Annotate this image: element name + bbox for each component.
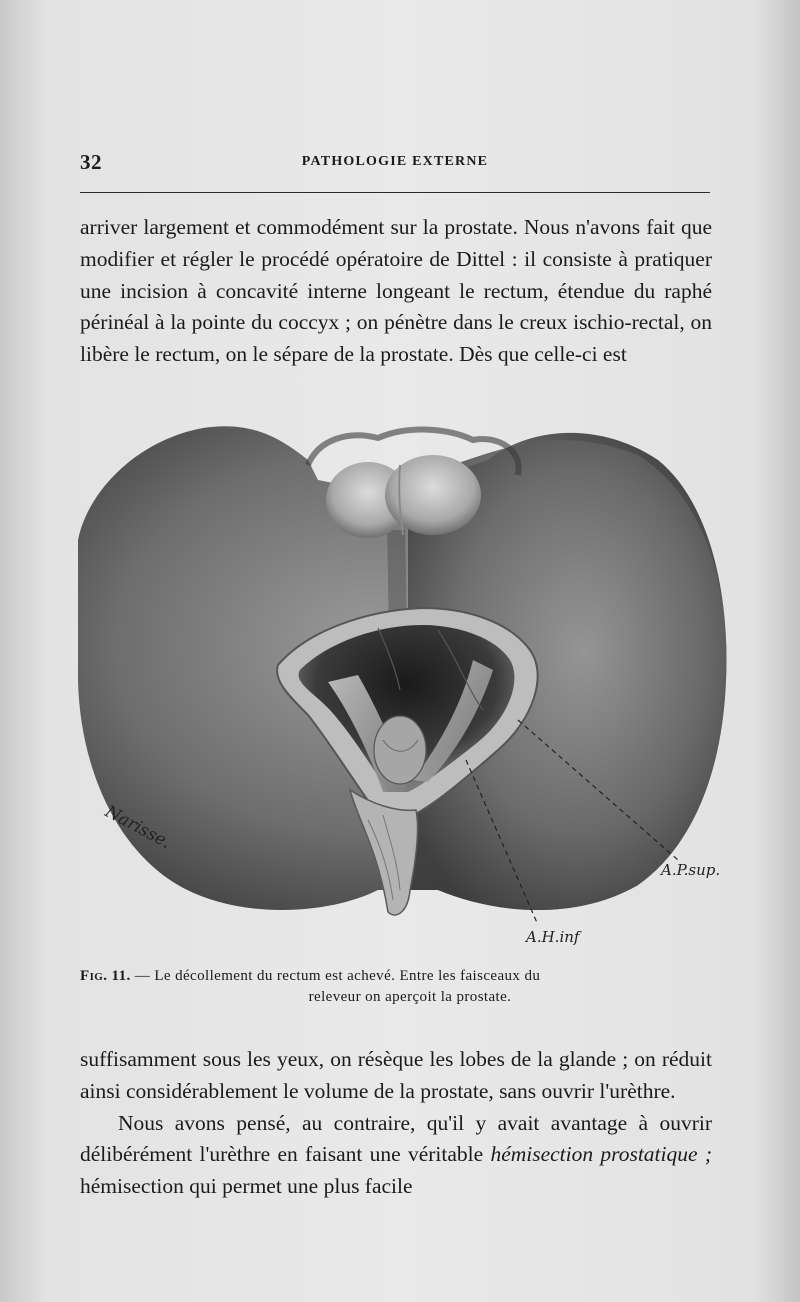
figure-illustration	[78, 420, 728, 950]
figure-number: Fig. 11.	[80, 968, 131, 984]
bottom-paragraph-2-italic: hémisection prostatique ;	[490, 1142, 712, 1167]
bottom-paragraph-2-start: Nous avons pensé, au contraire, qu'il y avait avantage à ouvrir délibérément l'urèthre en faisant une véritable	[80, 1110, 712, 1167]
page-header	[80, 150, 710, 178]
caption-line-2: releveur on aperçoit la prostate.	[308, 989, 512, 1005]
header-rule	[80, 192, 710, 193]
running-head: PATHOLOGIE EXTERNE	[301, 154, 489, 169]
bottom-paragraph-2	[80, 1108, 712, 1203]
top-paragraph-text: arriver largement et commodément sur la prostate. Nous n'avons fait que modifier et régler le procédé opératoire de Dittel : il consiste à pratiquer une incision à concavité interne longeant le rectum, étendue du raphé périnéal à la pointe du coccyx ; on pénètre dans le creux ischio-rectal, on libère le rectum, on le sépare de la prostate. Dès que celle-ci est	[80, 215, 712, 367]
anatomical-figure	[78, 420, 728, 950]
label-a-p-sup: A.P.sup.	[661, 861, 721, 879]
figure-caption	[80, 966, 720, 1008]
top-paragraph	[80, 212, 712, 371]
prostate	[374, 716, 426, 784]
label-a-h-inf: A.H.inf	[526, 928, 580, 946]
bottom-text	[80, 1044, 712, 1203]
caption-line-1: — Le décollement du rectum est achevé. Entre les faisceaux du	[134, 968, 541, 984]
bottom-paragraph-2-end: hémisection qui permet une plus facile	[80, 1174, 413, 1199]
bottom-paragraph-1: suffisamment sous les yeux, on résèque les lobes de la glande ; on réduit ainsi considérablement le volume de la prostate, sans ouvrir l'urèthre.	[80, 1047, 712, 1103]
page-number: 32	[80, 150, 102, 174]
engraver-signature: Narisse.	[101, 801, 175, 853]
